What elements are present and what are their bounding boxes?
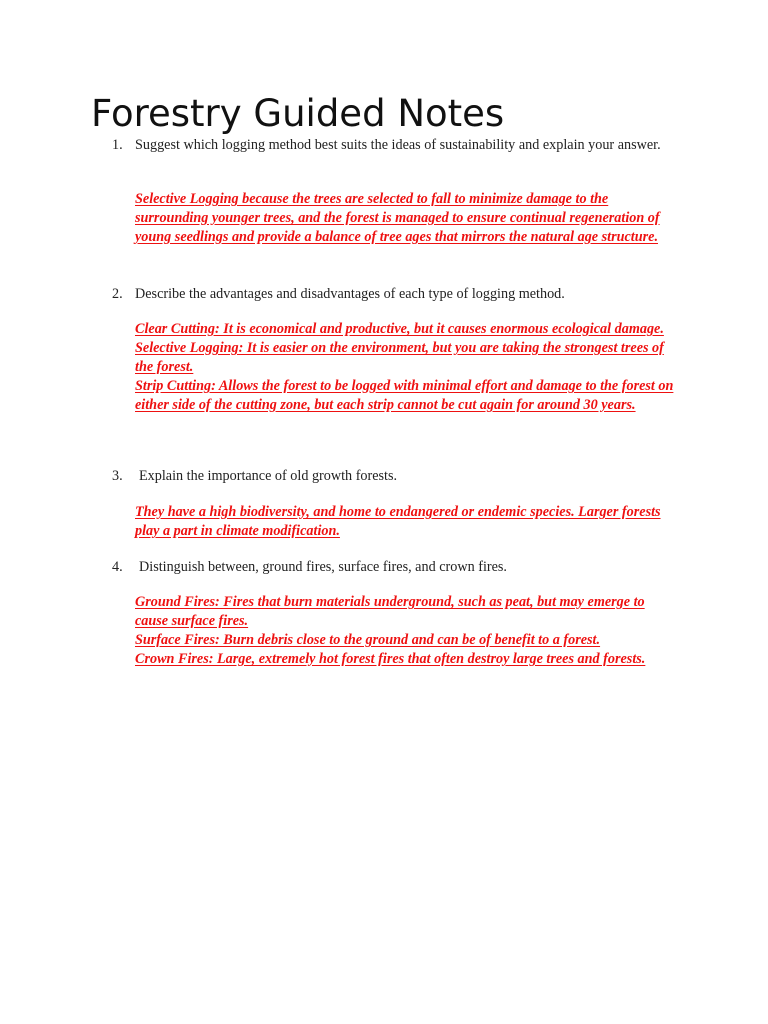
question-2 [112, 285, 672, 304]
question-prompt: Suggest which logging method best suits the ideas of sustainability and explain your answer. [135, 137, 661, 153]
question-number: 1. [112, 137, 123, 153]
answer-line: Strip Cutting: Allows the forest to be logged with minimal effort and damage to the forest on either side of the cutting zone, but each strip cannot be cut again for around 30 years. [135, 378, 674, 413]
answer-line: Crown Fires: Large, extremely hot forest fires that often destroy large trees and forests. [135, 651, 646, 667]
answer-1 [135, 190, 680, 247]
page-title: Forestry Guided Notes [91, 92, 505, 135]
question-prompt: Describe the advantages and disadvantages of each type of logging method. [135, 286, 565, 302]
answer-2 [135, 320, 680, 415]
question-number: 4. [112, 559, 123, 575]
question-1 [112, 136, 672, 155]
question-4 [112, 558, 672, 577]
question-3 [112, 467, 672, 486]
answer-4 [135, 593, 680, 669]
question-number: 2. [112, 286, 123, 302]
question-prompt: Distinguish between, ground fires, surface fires, and crown fires. [139, 559, 507, 575]
answer-line: Ground Fires: Fires that burn materials underground, such as peat, but may emerge to cause surface fires. [135, 594, 645, 629]
answer-line: Clear Cutting: It is economical and productive, but it causes enormous ecological damage. [135, 321, 664, 337]
answer-line: Selective Logging: It is easier on the environment, but you are taking the strongest trees of the forest. [135, 340, 664, 375]
question-prompt: Explain the importance of old growth forests. [139, 468, 398, 484]
question-number: 3. [112, 468, 123, 484]
answer-line: They have a high biodiversity, and home to endangered or endemic species. Larger forests play a part in climate modification. [135, 504, 661, 539]
answer-line: Surface Fires: Burn debris close to the ground and can be of benefit to a forest. [135, 632, 601, 648]
answer-3 [135, 503, 680, 541]
answer-line: Selective Logging because the trees are selected to fall to minimize damage to the surrounding younger trees, and the forest is managed to ensure continual regeneration of young seedlings and provide a balance of tree ages that mirrors the natural age structure. [135, 191, 660, 245]
